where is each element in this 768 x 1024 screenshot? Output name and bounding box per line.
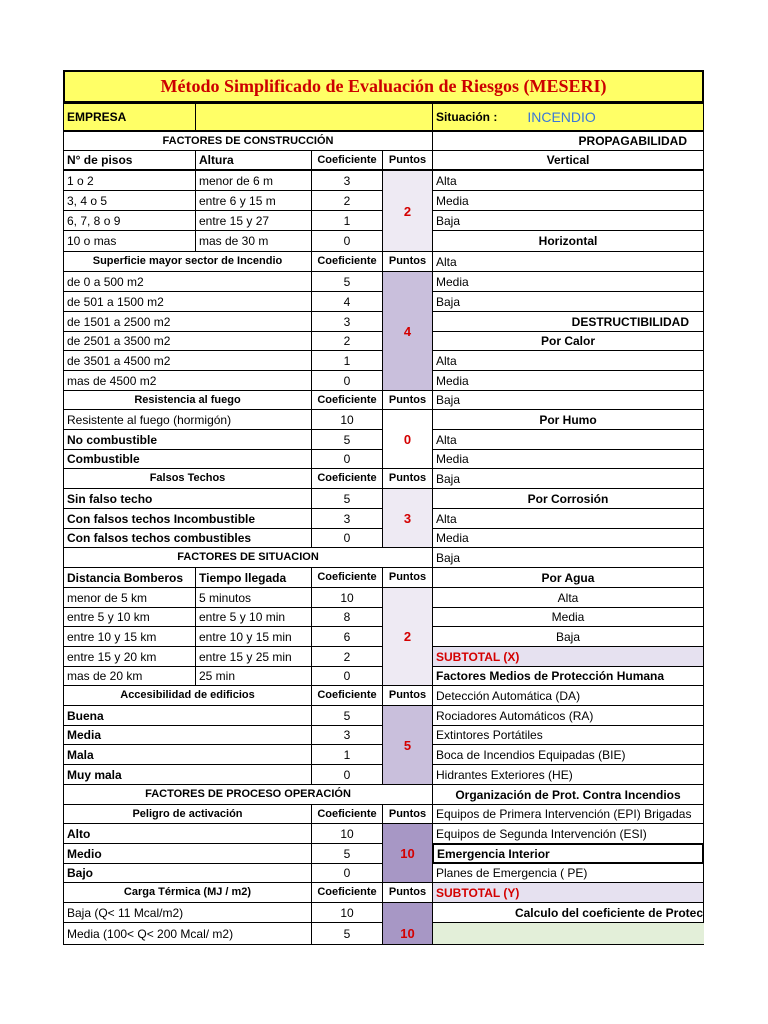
calor-alta: Alta <box>432 350 704 371</box>
coef-cell: 8 <box>311 607 383 627</box>
table-row: Muy mala <box>63 764 312 785</box>
coef-cell: 5 <box>311 271 383 292</box>
emergencia-row: Emergencia Interior <box>432 843 704 864</box>
coef-cell: 5 <box>311 705 383 726</box>
situacion-value[interactable]: INCENDIO <box>527 109 596 125</box>
por-corrosion-header: Por Corrosión <box>432 488 704 509</box>
horizontal-alta: Alta <box>432 251 704 272</box>
coeficiente-col-header: Coeficiente <box>311 251 383 272</box>
horizontal-baja: Baja <box>432 291 704 312</box>
coef-cell: 5 <box>311 843 383 864</box>
coef-cell: 5 <box>311 922 383 945</box>
empresa-field[interactable] <box>195 103 433 131</box>
coef-cell: 10 <box>311 902 383 923</box>
da-row: Detección Automática (DA) <box>432 685 704 706</box>
coef-cell: 0 <box>311 370 383 391</box>
construccion-header: FACTORES DE CONSTRUCCIÓN <box>63 131 433 151</box>
humo-media: Media <box>432 449 704 469</box>
situacion-header: FACTORES DE SITUACION <box>63 547 433 568</box>
coef-cell: 4 <box>311 291 383 312</box>
corrosion-media: Media <box>432 528 704 548</box>
table-row: Media (100< Q< 200 Mcal/ m2) <box>63 922 312 945</box>
table-row: de 2501 a 3500 m2 <box>63 331 312 351</box>
pisos-puntos[interactable]: 2 <box>382 170 433 252</box>
coef-cell: 0 <box>311 764 383 785</box>
table-row: Bajo <box>63 863 312 883</box>
coef-cell: 2 <box>311 190 383 211</box>
corrosion-alta: Alta <box>432 508 704 529</box>
subtotal-x: SUBTOTAL (X) <box>432 646 704 667</box>
horizontal-header: Horizontal <box>432 230 704 252</box>
table-cell: entre 15 y 27 <box>195 210 312 231</box>
altura-col-header: Altura <box>195 150 312 170</box>
table-row: de 501 a 1500 m2 <box>63 291 312 312</box>
bie-row: Boca de Incendios Equipadas (BIE) <box>432 744 704 765</box>
pisos-col-header: N° de pisos <box>63 150 196 170</box>
calculo-value <box>432 922 704 945</box>
table-row: de 0 a 500 m2 <box>63 271 312 292</box>
table-row: de 3501 a 4500 m2 <box>63 350 312 371</box>
vertical-header: Vertical <box>432 150 704 170</box>
calor-baja: Baja <box>432 390 704 410</box>
vertical-media: Media <box>432 190 704 211</box>
coef-cell: 1 <box>311 210 383 231</box>
destructibilidad-header: DESTRUCTIBILIDAD <box>432 311 704 332</box>
puntos-col-header: Puntos <box>382 567 433 588</box>
distancia-puntos[interactable]: 2 <box>382 587 433 686</box>
coef-cell: 1 <box>311 350 383 371</box>
table-row: Con falsos techos combustibles <box>63 528 312 548</box>
esi-row: Equipos de Segunda Intervención (ESI) <box>432 823 704 844</box>
table-cell: mas de 30 m <box>195 230 312 252</box>
table-row: Mala <box>63 744 312 765</box>
puntos-col-header: Puntos <box>382 882 433 903</box>
table-row: entre 5 y 10 km <box>63 607 196 627</box>
subtotal-y: SUBTOTAL (Y) <box>432 882 704 903</box>
coeficiente-col-header: Coeficiente <box>311 390 383 410</box>
coeficiente-col-header: Coeficiente <box>311 567 383 588</box>
coef-cell: 6 <box>311 626 383 647</box>
por-calor-header: Por Calor <box>432 331 704 351</box>
table-row: Resistente al fuego (hormigón) <box>63 409 312 430</box>
puntos-col-header: Puntos <box>382 804 433 824</box>
table-cell: entre 10 y 15 min <box>195 626 312 647</box>
coef-cell: 10 <box>311 409 383 430</box>
calor-media: Media <box>432 370 704 391</box>
table-cell: menor de 6 m <box>195 170 312 191</box>
carga-puntos[interactable]: 10 <box>382 902 433 945</box>
coef-cell: 5 <box>311 429 383 450</box>
por-humo-header: Por Humo <box>432 409 704 430</box>
epi-row: Equipos de Primera Intervención (EPI) Brigadas <box>432 804 704 824</box>
puntos-col-header: Puntos <box>382 685 433 706</box>
agua-baja: Baja <box>432 626 704 647</box>
table-row: Con falsos techos Incombustible <box>63 508 312 529</box>
table-cell: 5 minutos <box>195 587 312 608</box>
proceso-header: FACTORES DE PROCESO OPERACIÓN <box>63 784 433 805</box>
table-row: Alto <box>63 823 312 844</box>
he-row: Hidrantes Exteriores (HE) <box>432 764 704 785</box>
carga-header: Carga Térmica (MJ / m2) <box>63 882 312 903</box>
coef-cell: 10 <box>311 587 383 608</box>
table-row: Baja (Q< 11 Mcal/m2) <box>63 902 312 923</box>
coef-cell: 2 <box>311 646 383 667</box>
tiempo-col-header: Tiempo llegada <box>195 567 312 588</box>
puntos-col-header: Puntos <box>382 390 433 410</box>
coeficiente-col-header: Coeficiente <box>311 882 383 903</box>
table-row: 10 o mas <box>63 230 196 252</box>
calculo-header: Calculo del coeficiente de Protec <box>432 902 704 923</box>
table-row: de 1501 a 2500 m2 <box>63 311 312 332</box>
table-row: No combustible <box>63 429 312 450</box>
table-row: 3, 4 o 5 <box>63 190 196 211</box>
medios-header: Factores Medios de Protección Humana <box>432 666 704 686</box>
table-row: Buena <box>63 705 312 726</box>
accesibilidad-puntos[interactable]: 5 <box>382 705 433 785</box>
organizacion-header: Organización de Prot. Contra Incendios <box>432 784 704 805</box>
coef-cell: 0 <box>311 230 383 252</box>
coef-cell: 5 <box>311 488 383 509</box>
table-row: mas de 20 km <box>63 666 196 686</box>
table-row: 1 o 2 <box>63 170 196 191</box>
page-title: Método Simplificado de Evaluación de Riesgos (MESERI) <box>63 70 704 103</box>
coef-cell: 10 <box>311 823 383 844</box>
ext-row: Extintores Portátiles <box>432 725 704 745</box>
table-row: Sin falso techo <box>63 488 312 509</box>
coef-cell: 2 <box>311 331 383 351</box>
table-row: Media <box>63 725 312 745</box>
coef-cell: 3 <box>311 311 383 332</box>
accesibilidad-header: Accesibilidad de edificios <box>63 685 312 706</box>
coef-cell: 3 <box>311 170 383 191</box>
table-row: Combustible <box>63 449 312 469</box>
situacion-label: Situación : <box>436 110 498 124</box>
table-cell: entre 6 y 15 m <box>195 190 312 211</box>
situacion-cell <box>432 103 704 131</box>
empresa-label: EMPRESA <box>63 103 196 131</box>
coef-cell: 3 <box>311 508 383 529</box>
coef-cell: 1 <box>311 744 383 765</box>
table-cell: entre 15 y 25 min <box>195 646 312 667</box>
puntos-col-header: Puntos <box>382 468 433 489</box>
superficie-header: Superficie mayor sector de Incendio <box>63 251 312 272</box>
table-row: entre 10 y 15 km <box>63 626 196 647</box>
superficie-puntos[interactable]: 4 <box>382 271 433 391</box>
corrosion-baja: Baja <box>432 547 704 568</box>
falsos-puntos[interactable]: 3 <box>382 488 433 548</box>
ra-row: Rociadores Automáticos (RA) <box>432 705 704 726</box>
humo-alta: Alta <box>432 429 704 450</box>
table-row: menor de 5 km <box>63 587 196 608</box>
puntos-col-header: Puntos <box>382 251 433 272</box>
vertical-baja: Baja <box>432 210 704 231</box>
propagabilidad-header: PROPAGABILIDAD <box>432 131 704 151</box>
puntos-col-header: Puntos <box>382 150 433 170</box>
table-row: Medio <box>63 843 312 864</box>
coeficiente-col-header: Coeficiente <box>311 468 383 489</box>
vertical-alta: Alta <box>432 170 704 191</box>
resistencia-puntos[interactable]: 0 <box>382 409 433 469</box>
peligro-puntos[interactable]: 10 <box>382 823 433 883</box>
table-row: entre 15 y 20 km <box>63 646 196 667</box>
coef-cell: 0 <box>311 863 383 883</box>
coeficiente-col-header: Coeficiente <box>311 804 383 824</box>
falsos-header: Falsos Techos <box>63 468 312 489</box>
por-agua-header: Por Agua <box>432 567 704 588</box>
peligro-header: Peligro de activación <box>63 804 312 824</box>
coef-cell: 0 <box>311 449 383 469</box>
horizontal-media: Media <box>432 271 704 292</box>
distancia-col-header: Distancia Bomberos <box>63 567 196 588</box>
coeficiente-col-header: Coeficiente <box>311 685 383 706</box>
pe-row: Planes de Emergencia ( PE) <box>432 863 704 883</box>
coef-cell: 3 <box>311 725 383 745</box>
coef-cell: 0 <box>311 528 383 548</box>
coeficiente-col-header: Coeficiente <box>311 150 383 170</box>
humo-baja: Baja <box>432 468 704 489</box>
coef-cell: 0 <box>311 666 383 686</box>
resistencia-header: Resistencia al fuego <box>63 390 312 410</box>
table-row: mas de 4500 m2 <box>63 370 312 391</box>
table-cell: entre 5 y 10 min <box>195 607 312 627</box>
agua-media: Media <box>432 607 704 627</box>
table-cell: 25 min <box>195 666 312 686</box>
agua-alta: Alta <box>432 587 704 608</box>
table-row: 6, 7, 8 o 9 <box>63 210 196 231</box>
